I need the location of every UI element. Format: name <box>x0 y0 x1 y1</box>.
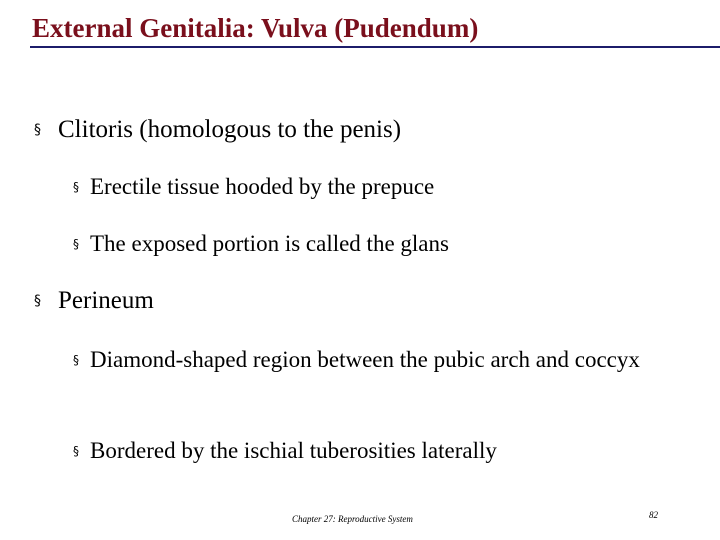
bullet-text: Perineum <box>58 287 154 314</box>
bullet-clitoris <box>34 115 401 145</box>
sub-bullet-text: Diamond-shaped region between the pubic arch and coccyx <box>90 347 640 372</box>
title-underline <box>30 46 720 48</box>
sub-bullet-text: Erectile tissue hooded by the prepuce <box>90 174 435 199</box>
footer-chapter: Chapter 27: Reproductive System <box>292 514 413 524</box>
bullet-marker-icon: § <box>34 122 41 138</box>
sub-bullet-ischial <box>73 436 713 466</box>
sub-bullet-text: The exposed portion is called the glans <box>90 231 449 256</box>
sub-bullet-glans <box>73 229 713 259</box>
bullet-marker-icon: § <box>73 180 79 194</box>
sub-bullet-text: Bordered by the ischial tuberosities laterally <box>90 438 497 463</box>
sub-bullet-erectile-tissue <box>73 172 713 202</box>
bullet-marker-icon: § <box>73 237 79 251</box>
sub-bullet-diamond-region <box>73 345 713 375</box>
bullet-text: Clitoris (homologous to the penis) <box>58 116 402 143</box>
bullet-marker-icon: § <box>73 353 79 367</box>
bullet-perineum <box>34 286 154 316</box>
page-number: 82 <box>649 510 658 520</box>
bullet-marker-icon: § <box>73 444 79 458</box>
slide-title: External Genitalia: Vulva (Pudendum) <box>32 13 479 43</box>
bullet-marker-icon: § <box>34 293 41 309</box>
